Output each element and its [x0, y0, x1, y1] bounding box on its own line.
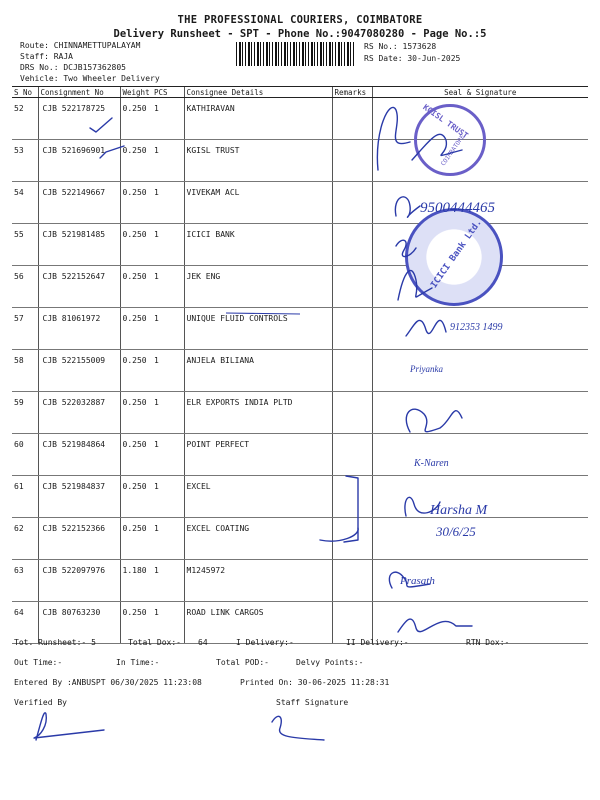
cell-weight: 0.250: [120, 182, 152, 224]
cell-weight: 0.250: [120, 476, 152, 518]
cell-consignment-no: CJB 522155009: [38, 350, 120, 392]
cell-weight: 0.250: [120, 140, 152, 182]
cell-pcs: 1: [152, 350, 184, 392]
strike-through: [226, 313, 300, 314]
icici-stamp-text: ICICI Bank Ltd.: [429, 217, 485, 291]
priyanka-handwriting: Priyanka: [410, 364, 443, 374]
cell-sno: 56: [12, 266, 38, 308]
tick-mark: [100, 146, 124, 158]
tick-mark: [90, 118, 112, 132]
cell-sno: 58: [12, 350, 38, 392]
harsha-handwriting: Harsha M: [430, 503, 488, 518]
total-dox-value: 64: [198, 638, 208, 647]
cell-pcs: 1: [152, 182, 184, 224]
prasath-handwriting: Prasath: [400, 575, 435, 587]
cell-pcs: 1: [152, 602, 184, 644]
bracket-mark: [344, 476, 358, 542]
cell-consignee: ICICI BANK: [184, 224, 332, 266]
out-time: Out Time:-: [14, 658, 63, 667]
cell-consignment-no: CJB 81061972: [38, 308, 120, 350]
cell-consignment-no: CJB 521696901: [38, 140, 120, 182]
in-time: In Time:-: [116, 658, 160, 667]
rs-no-label: RS No.: 1573628: [364, 42, 437, 51]
col-pcs: PCS: [152, 87, 184, 98]
cell-pcs: 1: [152, 518, 184, 560]
cell-consignee: ELR EXPORTS INDIA PLTD: [184, 392, 332, 434]
cell-sno: 62: [12, 518, 38, 560]
signature-row57: [406, 320, 446, 336]
cell-consignee: EXCEL COATING: [184, 518, 332, 560]
cell-sno: 64: [12, 602, 38, 644]
rtn-dox: RTN Dox:-: [466, 638, 510, 647]
col-consignment: Consignment No: [38, 87, 120, 98]
cell-sno: 54: [12, 182, 38, 224]
naren-handwriting: K-Naren: [414, 458, 449, 469]
cell-consignment-no: CJB 522152366: [38, 518, 120, 560]
cell-consignment-no: CJB 522149667: [38, 182, 120, 224]
cell-consignee: KGISL TRUST: [184, 140, 332, 182]
rs-date-label: RS Date: 30-Jun-2025: [364, 54, 461, 63]
cell-consignment-no: CJB 521981485: [38, 224, 120, 266]
cell-sno: 59: [12, 392, 38, 434]
staff-label: Staff: RAJA: [20, 52, 73, 61]
signature-row55: [396, 240, 416, 256]
verified-signature: [34, 713, 104, 740]
cell-consignment-no: CJB 80763230: [38, 602, 120, 644]
staff-signature-label: Staff Signature: [276, 698, 349, 707]
cell-consignee: UNIQUE FLUID CONTROLS: [184, 308, 332, 350]
cell-sno: 53: [12, 140, 38, 182]
signature-row59: [406, 409, 462, 432]
cell-sno: 52: [12, 98, 38, 140]
cell-consignment-no: CJB 522152647: [38, 266, 120, 308]
kgisl-stamp-sub: COIMBATORE: [439, 133, 467, 168]
kgisl-stamp-text: KGISL TRUST: [421, 102, 470, 141]
drs-no-label: DRS No.: DCJB157362805: [20, 63, 126, 72]
cell-consignee: ROAD LINK CARGOS: [184, 602, 332, 644]
col-consignee: Consignee Details: [184, 87, 332, 98]
cell-weight: 0.250: [120, 98, 152, 140]
cell-weight: 0.250: [120, 434, 152, 476]
cell-consignee: ANJELA BILIANA: [184, 350, 332, 392]
company-name: THE PROFESSIONAL COURIERS, COIMBATORE: [177, 14, 423, 26]
cell-sno: 55: [12, 224, 38, 266]
route-label: Route: CHINNAMETTUPALAYAM: [20, 41, 141, 50]
cell-consignee: POINT PERFECT: [184, 434, 332, 476]
cell-consignee: M1245972: [184, 560, 332, 602]
cell-consignment-no: CJB 521984864: [38, 434, 120, 476]
runsheet-title: Delivery Runsheet - SPT - Phone No.:9047080280 - Page No.:5: [113, 28, 487, 40]
cell-consignee: JEK ENG: [184, 266, 332, 308]
col-weight: Weight: [120, 87, 152, 98]
phone-handwriting: 9500444465: [420, 200, 495, 216]
cell-consignment-no: CJB 522032887: [38, 392, 120, 434]
i-delivery: I Delivery:-: [236, 638, 294, 647]
cell-pcs: 1: [152, 224, 184, 266]
verified-by-label: Verified By: [14, 698, 67, 707]
ii-delivery: II Delivery:-: [346, 638, 409, 647]
cell-consignment-no: CJB 521984837: [38, 476, 120, 518]
scribble-row62: [320, 528, 358, 541]
entered-by: Entered By :ANBUSPT 06/30/2025 11:23:08: [14, 678, 202, 687]
cell-consignment-no: CJB 522178725: [38, 98, 120, 140]
cell-pcs: 1: [152, 266, 184, 308]
cell-weight: 0.250: [120, 392, 152, 434]
col-remarks: Remarks: [332, 87, 372, 98]
cell-consignment-no: CJB 522097976: [38, 560, 120, 602]
cell-sno: 60: [12, 434, 38, 476]
signature-row56: [398, 270, 432, 300]
cell-pcs: 1: [152, 98, 184, 140]
cell-pcs: 1: [152, 476, 184, 518]
cell-weight: 0.250: [120, 350, 152, 392]
signature-row64: [398, 619, 472, 632]
staff-signature: [272, 716, 324, 740]
col-sno: S No: [12, 87, 38, 98]
cell-pcs: 1: [152, 140, 184, 182]
vehicle-label: Vehicle: Two Wheeler Delivery: [20, 74, 160, 83]
cell-consignee: VIVEKAM ACL: [184, 182, 332, 224]
cell-weight: 0.250: [120, 308, 152, 350]
cell-weight: 1.180: [120, 560, 152, 602]
tot-runsheet: Tot. Runsheet:- 5: [14, 638, 96, 647]
total-dox-label: Total Dox:-: [128, 638, 181, 647]
cell-pcs: 1: [152, 434, 184, 476]
cell-weight: 0.250: [120, 518, 152, 560]
cell-pcs: 1: [152, 560, 184, 602]
cell-sno: 61: [12, 476, 38, 518]
delvy-points: Delvy Points:-: [296, 658, 364, 667]
signature-row54: [395, 197, 420, 217]
signature-row53: [412, 134, 462, 160]
col-seal: Seal & Signature: [372, 87, 588, 98]
date-handwriting: 30/6/25: [436, 524, 476, 539]
signature-row52: [377, 107, 410, 170]
cell-consignee: EXCEL: [184, 476, 332, 518]
cell-sno: 63: [12, 560, 38, 602]
cell-weight: 0.250: [120, 266, 152, 308]
printed-on: Printed On: 30-06-2025 11:28:31: [240, 678, 390, 687]
cell-consignee: KATHIRAVAN: [184, 98, 332, 140]
cell-weight: 0.250: [120, 602, 152, 644]
cell-pcs: 1: [152, 308, 184, 350]
cell-weight: 0.250: [120, 224, 152, 266]
cell-sno: 57: [12, 308, 38, 350]
cell-pcs: 1: [152, 392, 184, 434]
total-pod: Total POD:-: [216, 658, 269, 667]
code-handwriting: 912353 1499: [450, 322, 503, 333]
